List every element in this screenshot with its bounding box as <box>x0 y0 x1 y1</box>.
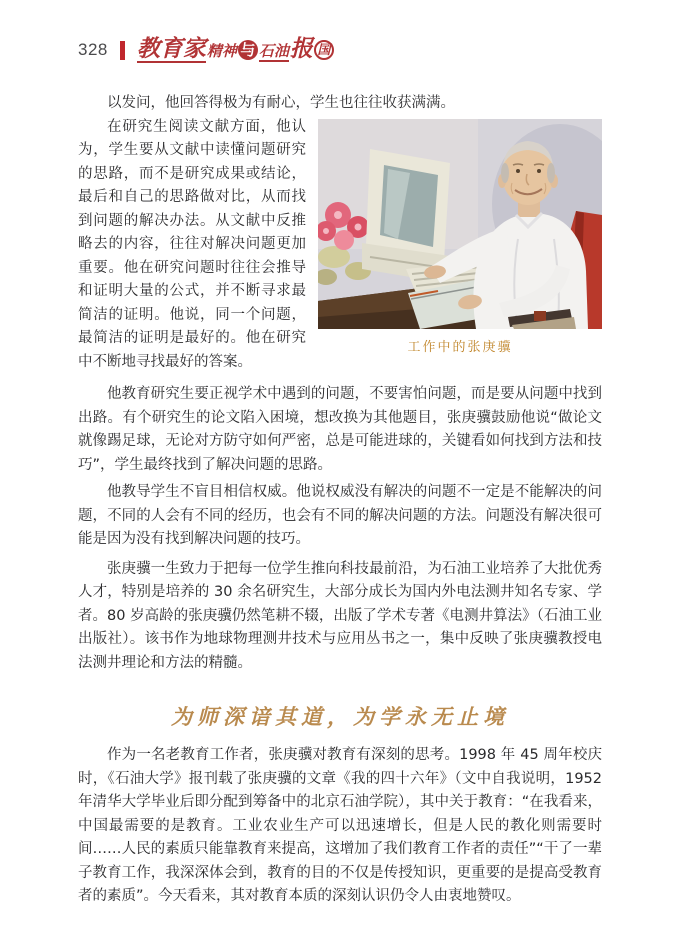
logo-text-jiaoyujia: 教育家 <box>136 35 206 62</box>
logo-yu-red-circle: 与 <box>238 40 258 60</box>
section-heading: 为师深谙其道，为学永无止境 <box>171 704 509 729</box>
logo-guo-circle: 国 <box>314 40 334 60</box>
logo-text-jingshen: 精神 <box>206 42 237 60</box>
book-title-logo <box>137 37 334 63</box>
running-header <box>78 34 334 66</box>
paragraph-5: 张庚骥一生致力于把每一位学生推向科技最前沿，为石油工业培养了大批优秀人才，特别是培养的 30 余名研究生，大部分成长为国内外电法测井知名专家、学者。80 岁高龄的张庚骥仍然笔耕不辍，出版了学术专著《电测井算法》（石油工业出版社）。该书作为地球物理测井技术与应用丛书之一，集中反映了张庚骥教授电法测井理论和方法的精髓。 <box>78 560 602 671</box>
photo-zhang-gengji-at-computer <box>318 119 602 329</box>
photo-figure <box>318 119 602 355</box>
page-number: 328 <box>78 40 108 59</box>
paragraph-1: 以发问，他回答得极为有耐心，学生也往往收获满满。 <box>107 95 455 111</box>
header-red-bar <box>120 41 125 60</box>
logo-text-shiyou: 石油 <box>258 42 289 60</box>
paragraph-4: 他教导学生不盲目相信权威。他说权威没有解决的问题不一定是不能解决的问题，不同的人会有不同的经历，也会有不同的解决问题的方法。问题没有解决很可能是因为没有找到解决问题的技巧。 <box>78 484 602 547</box>
paragraph-2: 在研究生阅读文献方面，他认为，学生要从文献中读懂问题研究的思路，而不是研究成果或结论，最后和自己的思路做对比，从而找到问题的解决办法。从文献中反推略去的内容，往往对解决问题更加重要。他在研究问题时往往会推导和证明大量的公式，并不断寻求最简洁的证明。他说，同一个问题，最简洁的证明是最好的。他在研究中不断地寻找最好的答案。 <box>78 118 306 370</box>
logo-text-bao: 报 <box>289 35 313 62</box>
page-content <box>78 92 602 909</box>
photo-caption: 工作中的张庚骥 <box>407 339 513 355</box>
paragraph-6: 作为一名老教育工作者，张庚骥对教育有深刻的思考。1998 年 45 周年校庆时，《石油大学》报刊载了张庚骥的文章《我的四十六年》（文中自我说明，1952 年清华大学毕业后即分配到筹备中的北京石油学院），其中关于教育：“在我看来，中国最需要的是教育。工业农业生产可以迅速增长，但是人民的教化则需要时间……人民的素质只能靠教育来提高，这增加了我们教育工作者的责任”“干了一辈子教育工作，我深深体会到，教育的目的不仅是传授知识，更重要的是提高受教育者的素质”。今天看来，其对教育本质的深刻认识仍令人由衷地赞叹。 <box>78 747 602 904</box>
paragraph-3: 他教育研究生要正视学术中遇到的问题，不要害怕问题，而是要从问题中找到出路。有个研究生的论文陷入困境，想改换为其他题目，张庚骥鼓励他说“做论文就像踢足球，无论对方防守如何严密，总是可能进球的，关键看如何找到方法和技巧”，学生最终找到了解决问题的思路。 <box>78 386 602 473</box>
paragraph-2-with-photo <box>78 116 602 375</box>
